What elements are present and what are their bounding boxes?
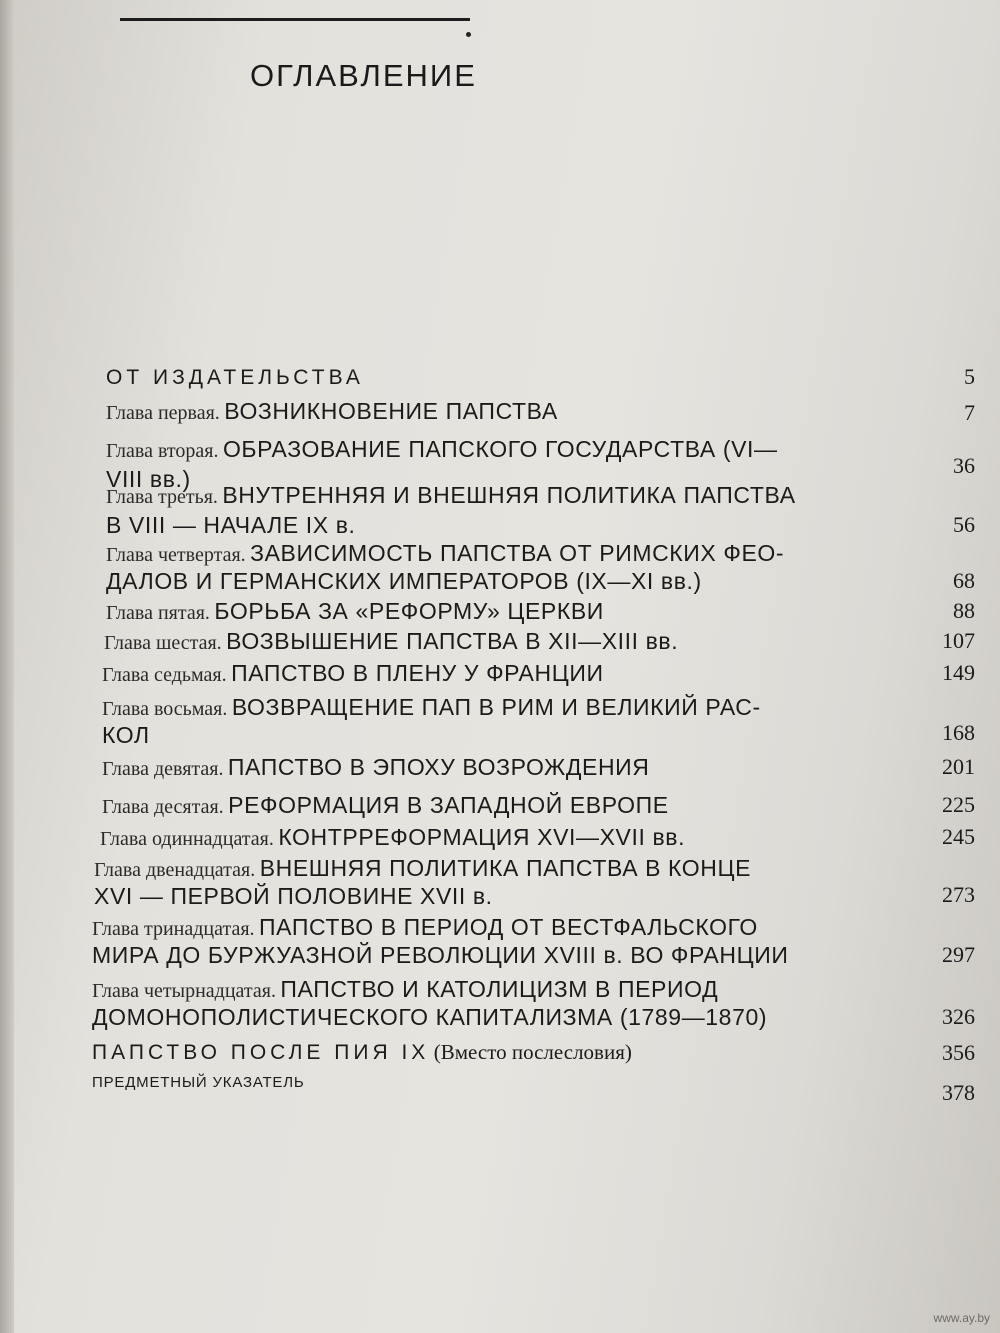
chapter-prefix: Глава третья. bbox=[106, 486, 218, 508]
chapter-prefix: Глава седьмая. bbox=[102, 664, 227, 686]
chapter-prefix: Глава шестая. bbox=[104, 632, 222, 654]
toc-entry-ch3-page: 56 bbox=[953, 512, 975, 537]
chapter-prefix: Глава восьмая. bbox=[102, 698, 228, 720]
toc-entry-index-title: ПРЕДМЕТНЫЙ УКАЗАТЕЛЬ bbox=[92, 1074, 305, 1091]
chapter-prefix: Глава четырнадцатая. bbox=[92, 980, 276, 1002]
toc-entry-ch4-cont: ДАЛОВ И ГЕРМАНСКИХ ИМПЕРАТОРОВ (IX—XI вв.) bbox=[106, 568, 702, 594]
chapter-title: ЗАВИСИМОСТЬ ПАПСТВА ОТ РИМСКИХ ФЕО- bbox=[250, 540, 785, 566]
toc-entry-index-page: 378 bbox=[942, 1080, 975, 1105]
toc-entry-ch4-page: 68 bbox=[953, 568, 975, 593]
toc-entry-ch1-page: 7 bbox=[964, 400, 975, 425]
toc-entry-ch7 bbox=[102, 660, 604, 687]
toc-entry-publisher-page: 5 bbox=[964, 364, 975, 389]
toc-entry-ch6-page: 107 bbox=[942, 628, 975, 653]
page-heading: ОГЛАВЛЕНИЕ bbox=[250, 58, 477, 93]
chapter-title: ВОЗНИКНОВЕНИЕ ПАПСТВА bbox=[224, 398, 558, 424]
toc-entry-ch2-page: 36 bbox=[953, 453, 975, 478]
epilogue-title: ПАПСТВО ПОСЛЕ ПИЯ IX bbox=[92, 1041, 430, 1064]
toc-entry-ch8-page: 168 bbox=[942, 720, 975, 745]
chapter-title: ВОЗВРАЩЕНИЕ ПАП В РИМ И ВЕЛИКИЙ РАС- bbox=[231, 694, 761, 720]
toc-entry-ch13-cont: МИРА ДО БУРЖУАЗНОЙ РЕВОЛЮЦИИ XVIII в. ВО ФРАНЦИИ bbox=[92, 942, 789, 968]
toc-entry-ch3-cont: В VIII — НАЧАЛЕ IX в. bbox=[106, 512, 356, 538]
toc-entry-ch8-cont: КОЛ bbox=[102, 722, 150, 748]
chapter-prefix: Глава первая. bbox=[106, 402, 220, 424]
toc-entry-ch2 bbox=[106, 436, 778, 463]
toc-entry-ch6 bbox=[104, 628, 678, 655]
chapter-title: ПАПСТВО В ПЛЕНУ У ФРАНЦИИ bbox=[231, 660, 604, 686]
chapter-prefix: Глава вторая. bbox=[106, 440, 219, 462]
toc-entry-ch3 bbox=[106, 482, 796, 509]
toc-entry-ch10 bbox=[102, 792, 669, 819]
toc-entry-ch5-page: 88 bbox=[953, 598, 975, 623]
chapter-title: ВНУТРЕННЯЯ И ВНЕШНЯЯ ПОЛИТИКА ПАПСТВА bbox=[222, 482, 796, 508]
toc-entry-ch5 bbox=[106, 598, 604, 625]
watermark: www.ay.by bbox=[933, 1311, 990, 1325]
chapter-prefix: Глава девятая. bbox=[102, 758, 224, 780]
toc-entry-ch11 bbox=[100, 824, 685, 851]
chapter-title: ВОЗВЫШЕНИЕ ПАПСТВА В XII—XIII вв. bbox=[226, 628, 679, 654]
chapter-prefix: Глава четвертая. bbox=[106, 544, 246, 566]
toc-entry-ch10-page: 225 bbox=[942, 792, 975, 817]
chapter-title: ПАПСТВО В ЭПОХУ ВОЗРОЖДЕНИЯ bbox=[227, 754, 650, 780]
toc-entry-ch12 bbox=[94, 855, 751, 882]
chapter-title: ВНЕШНЯЯ ПОЛИТИКА ПАПСТВА В КОНЦЕ bbox=[259, 855, 752, 881]
toc-entry-ch11-page: 245 bbox=[942, 824, 975, 849]
toc-entry-ch9 bbox=[102, 754, 650, 781]
chapter-title: ПАПСТВО В ПЕРИОД ОТ ВЕСТФАЛЬСКОГО bbox=[259, 914, 758, 940]
toc-entry-epilogue bbox=[92, 1040, 632, 1065]
toc-entry-ch1 bbox=[106, 398, 558, 425]
toc-entry-ch13 bbox=[92, 914, 758, 941]
chapter-prefix: Глава тринадцатая. bbox=[92, 918, 255, 940]
chapter-title: КОНТРРЕФОРМАЦИЯ XVI—XVII вв. bbox=[278, 824, 686, 850]
toc-entry-ch14 bbox=[92, 976, 718, 1003]
toc-entry-publisher-title: ОТ ИЗДАТЕЛЬСТВА bbox=[106, 366, 364, 389]
toc-entry-ch14-cont: ДОМОНОПОЛИСТИЧЕСКОГО КАПИТАЛИЗМА (1789—1870) bbox=[92, 1004, 768, 1030]
toc-entry-ch14-page: 326 bbox=[942, 1004, 975, 1029]
chapter-title: БОРЬБА ЗА «РЕФОРМУ» ЦЕРКВИ bbox=[214, 598, 604, 624]
toc-entry-ch12-cont: XVI — ПЕРВОЙ ПОЛОВИНЕ XVII в. bbox=[94, 883, 493, 909]
toc-entry-ch9-page: 201 bbox=[942, 754, 975, 779]
chapter-prefix: Глава одиннадцатая. bbox=[100, 828, 274, 850]
chapter-title: РЕФОРМАЦИЯ В ЗАПАДНОЙ ЕВРОПЕ bbox=[228, 792, 669, 818]
toc-entry-ch7-page: 149 bbox=[942, 660, 975, 685]
toc-entry-ch4 bbox=[106, 540, 784, 567]
toc-entry-epilogue-page: 356 bbox=[942, 1040, 975, 1065]
toc-entry-ch8 bbox=[102, 694, 761, 721]
chapter-prefix: Глава пятая. bbox=[106, 602, 210, 624]
toc-entry-ch2-cont: VIII вв.) bbox=[106, 466, 191, 492]
toc-entry-ch13-page: 297 bbox=[942, 942, 975, 967]
toc-entry-ch12-page: 273 bbox=[942, 882, 975, 907]
chapter-title: ПАПСТВО И КАТОЛИЦИЗМ В ПЕРИОД bbox=[280, 976, 719, 1002]
epilogue-subtitle: (Вместо послесловия) bbox=[433, 1040, 632, 1064]
chapter-title: ОБРАЗОВАНИЕ ПАПСКОГО ГОСУДАРСТВА (VI— bbox=[222, 436, 778, 462]
chapter-prefix: Глава двенадцатая. bbox=[94, 859, 256, 881]
chapter-prefix: Глава десятая. bbox=[102, 796, 224, 818]
